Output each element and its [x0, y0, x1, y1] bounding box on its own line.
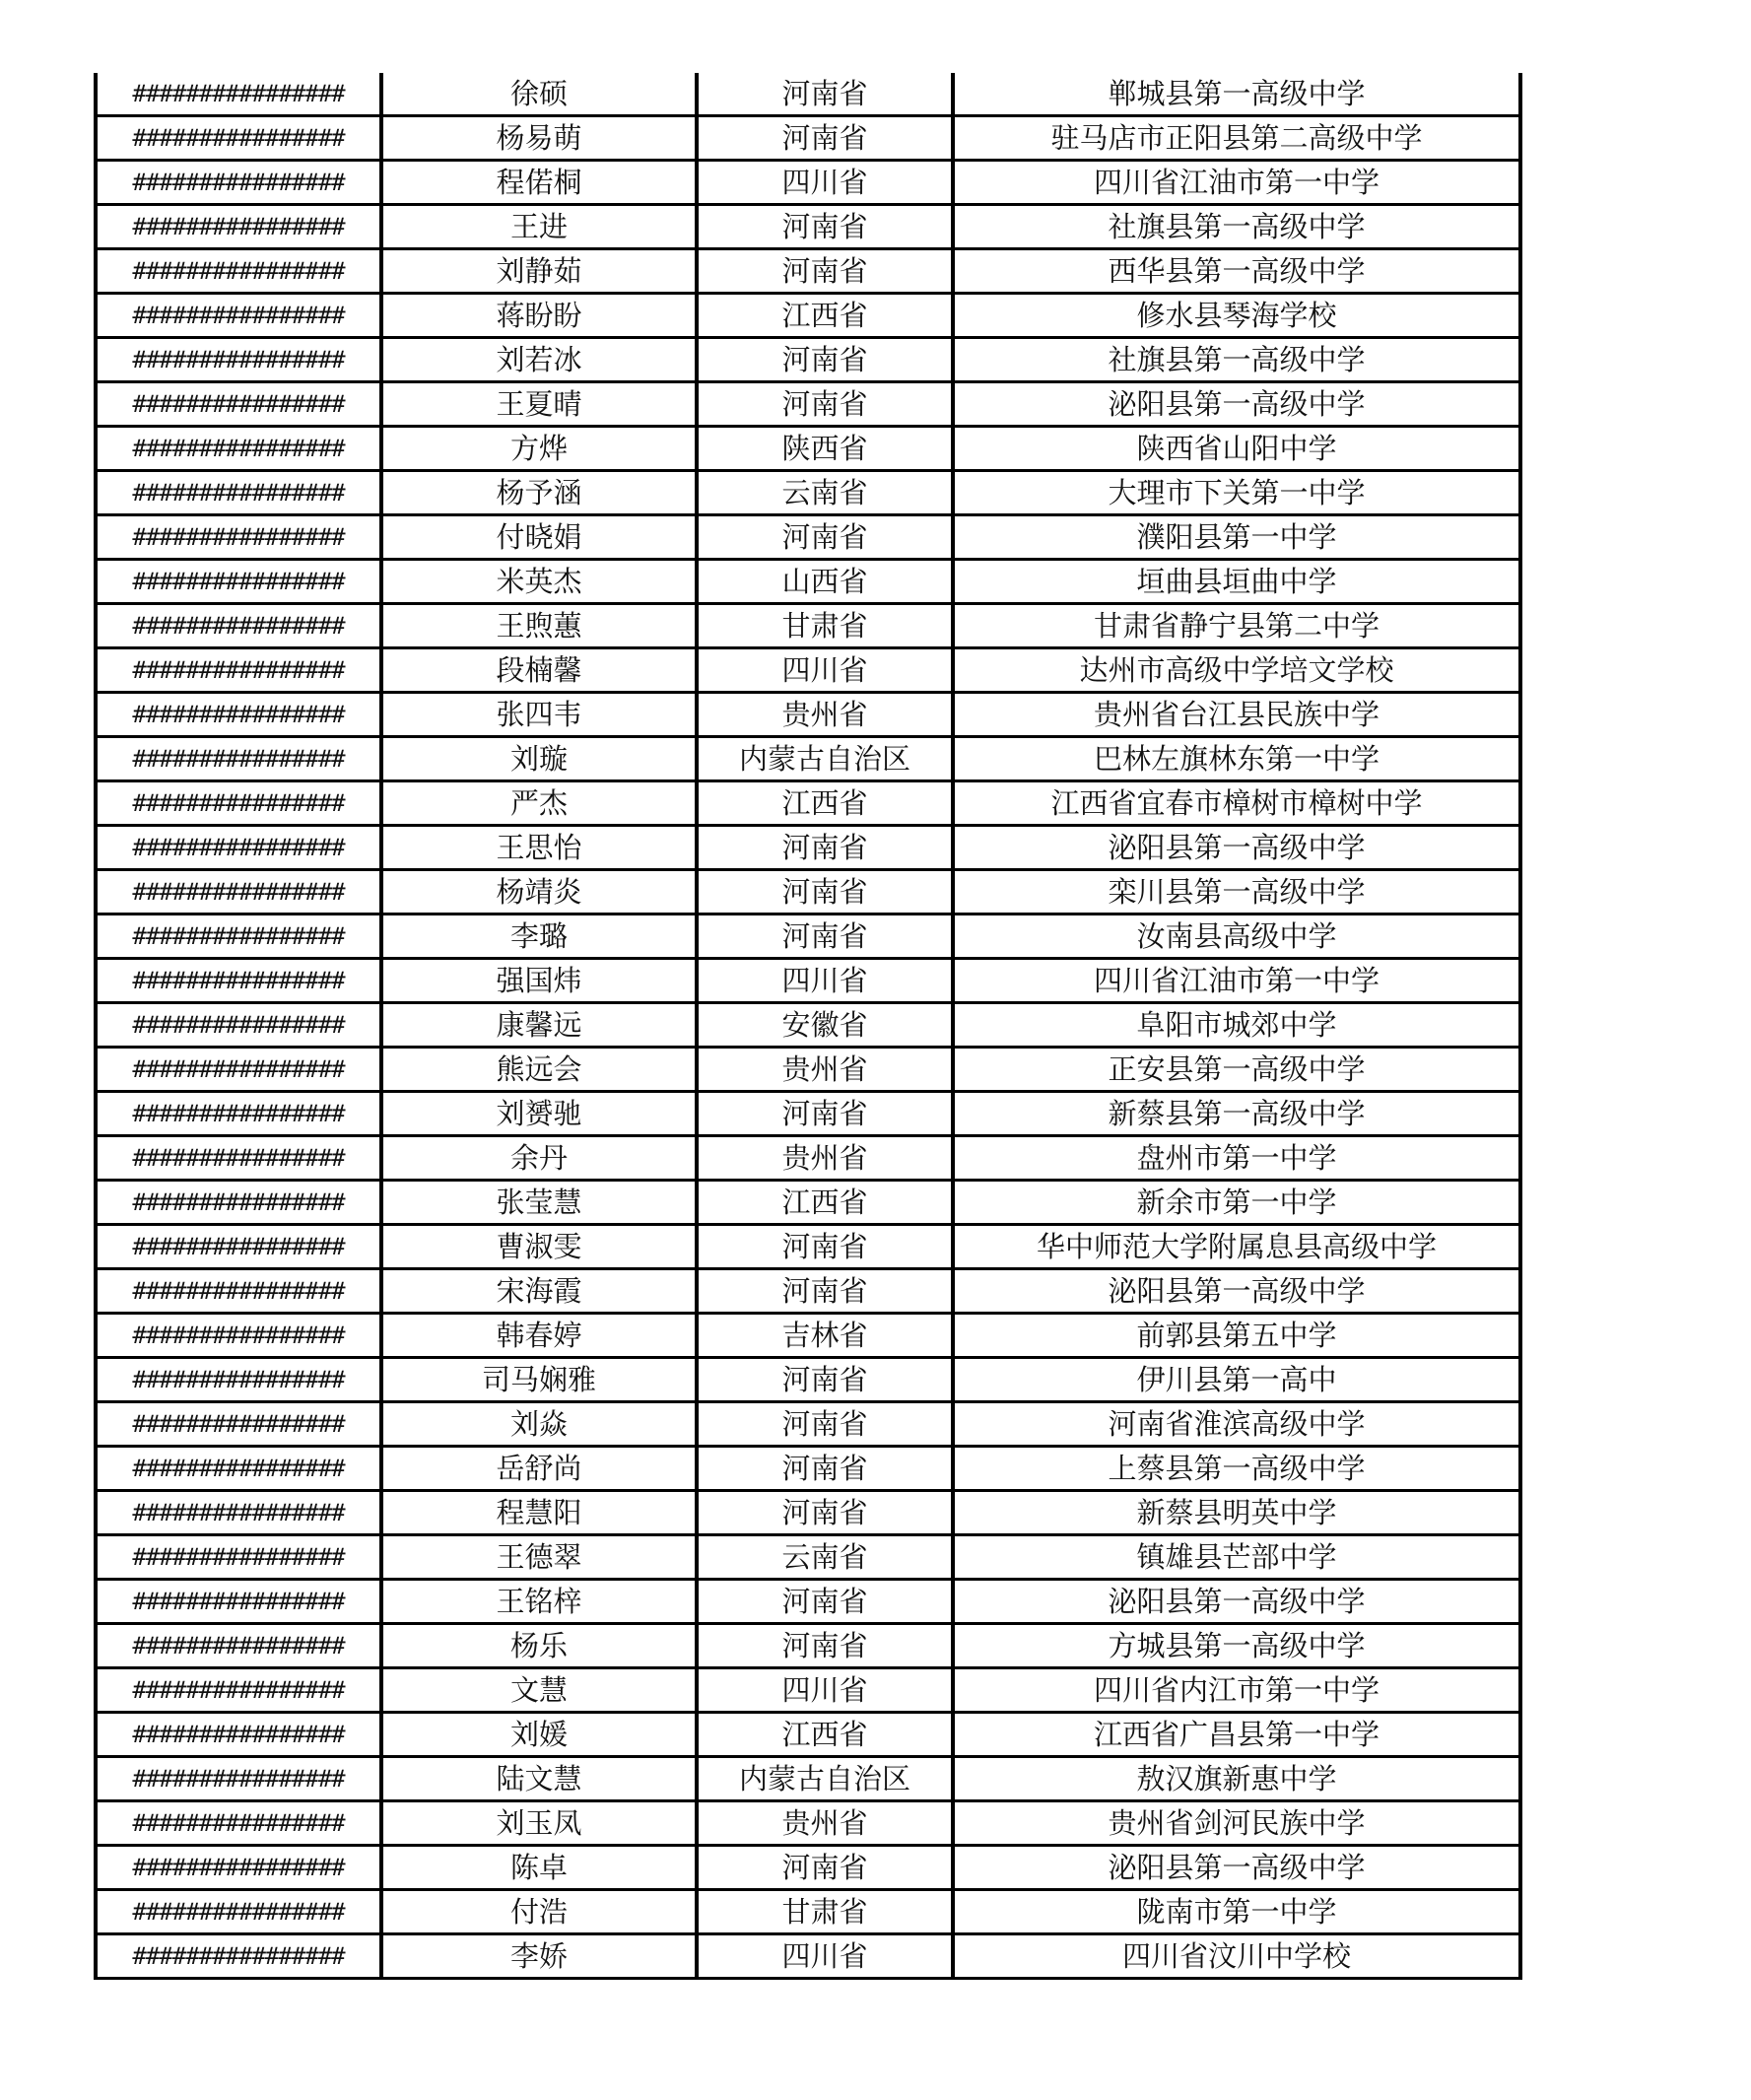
table-row	[96, 1447, 1520, 1491]
name-cell: 程慧阳	[381, 1491, 697, 1535]
table-row	[96, 1491, 1520, 1535]
table-row	[96, 1535, 1520, 1580]
id-cell: ################	[96, 1358, 381, 1402]
id-cell: ################	[96, 471, 381, 515]
table-row	[96, 915, 1520, 959]
name-cell: 刘静茹	[381, 249, 697, 294]
name-cell: 韩春婷	[381, 1314, 697, 1358]
table-row	[96, 515, 1520, 560]
province-cell: 甘肃省	[697, 604, 953, 648]
table-row	[96, 1846, 1520, 1890]
province-cell: 陕西省	[697, 427, 953, 471]
province-cell: 云南省	[697, 471, 953, 515]
table-row	[96, 294, 1520, 338]
school-cell: 栾川县第一高级中学	[953, 870, 1520, 915]
school-cell: 贵州省台江县民族中学	[953, 693, 1520, 737]
school-cell: 正安县第一高级中学	[953, 1048, 1520, 1092]
province-cell: 江西省	[697, 781, 953, 826]
id-cell: ################	[96, 427, 381, 471]
id-cell: ################	[96, 1801, 381, 1846]
school-cell: 贵州省剑河民族中学	[953, 1801, 1520, 1846]
id-cell: ################	[96, 338, 381, 382]
province-cell: 河南省	[697, 870, 953, 915]
province-cell: 江西省	[697, 1181, 953, 1225]
province-cell: 河南省	[697, 1580, 953, 1624]
province-cell: 河南省	[697, 1624, 953, 1668]
table-row	[96, 116, 1520, 161]
table-row	[96, 249, 1520, 294]
school-cell: 四川省江油市第一中学	[953, 959, 1520, 1003]
school-cell: 驻马店市正阳县第二高级中学	[953, 116, 1520, 161]
id-cell: ################	[96, 1757, 381, 1801]
school-cell: 新余市第一中学	[953, 1181, 1520, 1225]
school-cell: 陕西省山阳中学	[953, 427, 1520, 471]
school-cell: 巴林左旗林东第一中学	[953, 737, 1520, 781]
school-cell: 大理市下关第一中学	[953, 471, 1520, 515]
name-cell: 刘玉凤	[381, 1801, 697, 1846]
table-row	[96, 781, 1520, 826]
province-cell: 内蒙古自治区	[697, 737, 953, 781]
table-row	[96, 427, 1520, 471]
id-cell: ################	[96, 1447, 381, 1491]
id-cell: ################	[96, 1092, 381, 1136]
table-row	[96, 870, 1520, 915]
name-cell: 杨予涵	[381, 471, 697, 515]
school-cell: 伊川县第一高中	[953, 1358, 1520, 1402]
school-cell: 濮阳县第一中学	[953, 515, 1520, 560]
school-cell: 阜阳市城郊中学	[953, 1003, 1520, 1048]
table-row	[96, 1668, 1520, 1713]
id-cell: ################	[96, 1269, 381, 1314]
school-cell: 前郭县第五中学	[953, 1314, 1520, 1358]
id-cell: ################	[96, 959, 381, 1003]
name-cell: 熊远会	[381, 1048, 697, 1092]
id-cell: ################	[96, 249, 381, 294]
province-cell: 吉林省	[697, 1314, 953, 1358]
table-row	[96, 1402, 1520, 1447]
table-row	[96, 1624, 1520, 1668]
id-cell: ################	[96, 648, 381, 693]
id-cell: ################	[96, 1402, 381, 1447]
name-cell: 杨靖炎	[381, 870, 697, 915]
school-cell: 社旗县第一高级中学	[953, 205, 1520, 249]
province-cell: 内蒙古自治区	[697, 1757, 953, 1801]
id-cell: ################	[96, 116, 381, 161]
id-cell: ################	[96, 737, 381, 781]
name-cell: 严杰	[381, 781, 697, 826]
school-cell: 四川省内江市第一中学	[953, 1668, 1520, 1713]
id-cell: ################	[96, 1225, 381, 1269]
id-cell: ################	[96, 205, 381, 249]
id-cell: ################	[96, 1713, 381, 1757]
id-cell: ################	[96, 1934, 381, 1979]
province-cell: 河南省	[697, 1225, 953, 1269]
name-cell: 刘璇	[381, 737, 697, 781]
school-cell: 泌阳县第一高级中学	[953, 1580, 1520, 1624]
id-cell: ################	[96, 1890, 381, 1934]
province-cell: 四川省	[697, 1668, 953, 1713]
id-cell: ################	[96, 560, 381, 604]
id-cell: ################	[96, 1624, 381, 1668]
student-list-table	[94, 73, 1522, 1980]
name-cell: 蒋盼盼	[381, 294, 697, 338]
id-cell: ################	[96, 604, 381, 648]
name-cell: 岳舒尚	[381, 1447, 697, 1491]
name-cell: 陈卓	[381, 1846, 697, 1890]
province-cell: 河南省	[697, 1269, 953, 1314]
school-cell: 新蔡县明英中学	[953, 1491, 1520, 1535]
name-cell: 李璐	[381, 915, 697, 959]
name-cell: 刘赟驰	[381, 1092, 697, 1136]
name-cell: 曹淑雯	[381, 1225, 697, 1269]
school-cell: 郸城县第一高级中学	[953, 73, 1520, 116]
table-row	[96, 161, 1520, 205]
name-cell: 杨乐	[381, 1624, 697, 1668]
school-cell: 四川省江油市第一中学	[953, 161, 1520, 205]
province-cell: 河南省	[697, 1846, 953, 1890]
school-cell: 垣曲县垣曲中学	[953, 560, 1520, 604]
name-cell: 刘媛	[381, 1713, 697, 1757]
province-cell: 山西省	[697, 560, 953, 604]
name-cell: 张四韦	[381, 693, 697, 737]
school-cell: 泌阳县第一高级中学	[953, 826, 1520, 870]
province-cell: 河南省	[697, 205, 953, 249]
id-cell: ################	[96, 294, 381, 338]
name-cell: 王思怡	[381, 826, 697, 870]
table-row	[96, 648, 1520, 693]
school-cell: 河南省淮滨高级中学	[953, 1402, 1520, 1447]
table-row	[96, 1934, 1520, 1979]
school-cell: 陇南市第一中学	[953, 1890, 1520, 1934]
province-cell: 贵州省	[697, 693, 953, 737]
id-cell: ################	[96, 781, 381, 826]
province-cell: 四川省	[697, 1934, 953, 1979]
province-cell: 四川省	[697, 648, 953, 693]
table-body	[96, 73, 1520, 1979]
province-cell: 河南省	[697, 116, 953, 161]
school-cell: 盘州市第一中学	[953, 1136, 1520, 1181]
school-cell: 方城县第一高级中学	[953, 1624, 1520, 1668]
name-cell: 文慧	[381, 1668, 697, 1713]
province-cell: 河南省	[697, 382, 953, 427]
name-cell: 段楠馨	[381, 648, 697, 693]
province-cell: 贵州省	[697, 1048, 953, 1092]
table-row	[96, 338, 1520, 382]
province-cell: 河南省	[697, 826, 953, 870]
province-cell: 河南省	[697, 1447, 953, 1491]
school-cell: 达州市高级中学培文学校	[953, 648, 1520, 693]
school-cell: 江西省广昌县第一中学	[953, 1713, 1520, 1757]
table-row	[96, 1136, 1520, 1181]
province-cell: 河南省	[697, 249, 953, 294]
id-cell: ################	[96, 1491, 381, 1535]
school-cell: 甘肃省静宁县第二中学	[953, 604, 1520, 648]
name-cell: 王煦蕙	[381, 604, 697, 648]
school-cell: 修水县琴海学校	[953, 294, 1520, 338]
school-cell: 镇雄县芒部中学	[953, 1535, 1520, 1580]
table-row	[96, 1757, 1520, 1801]
id-cell: ################	[96, 915, 381, 959]
province-cell: 云南省	[697, 1535, 953, 1580]
id-cell: ################	[96, 1181, 381, 1225]
school-cell: 西华县第一高级中学	[953, 249, 1520, 294]
table-row	[96, 1225, 1520, 1269]
id-cell: ################	[96, 515, 381, 560]
table-row	[96, 1358, 1520, 1402]
table-row	[96, 1048, 1520, 1092]
table-row	[96, 1713, 1520, 1757]
name-cell: 余丹	[381, 1136, 697, 1181]
school-cell: 四川省汶川中学校	[953, 1934, 1520, 1979]
province-cell: 河南省	[697, 1358, 953, 1402]
school-cell: 泌阳县第一高级中学	[953, 1846, 1520, 1890]
school-cell: 敖汉旗新惠中学	[953, 1757, 1520, 1801]
province-cell: 甘肃省	[697, 1890, 953, 1934]
name-cell: 付晓娟	[381, 515, 697, 560]
name-cell: 程偌桐	[381, 161, 697, 205]
school-cell: 泌阳县第一高级中学	[953, 382, 1520, 427]
table-row	[96, 1580, 1520, 1624]
province-cell: 江西省	[697, 294, 953, 338]
name-cell: 强国炜	[381, 959, 697, 1003]
id-cell: ################	[96, 1003, 381, 1048]
name-cell: 王德翠	[381, 1535, 697, 1580]
table-row	[96, 604, 1520, 648]
province-cell: 河南省	[697, 1402, 953, 1447]
table-row	[96, 73, 1520, 116]
name-cell: 刘若冰	[381, 338, 697, 382]
table-row	[96, 1801, 1520, 1846]
id-cell: ################	[96, 693, 381, 737]
table-row	[96, 1092, 1520, 1136]
table-row	[96, 560, 1520, 604]
table-row	[96, 1890, 1520, 1934]
id-cell: ################	[96, 1580, 381, 1624]
id-cell: ################	[96, 382, 381, 427]
name-cell: 李娇	[381, 1934, 697, 1979]
province-cell: 江西省	[697, 1713, 953, 1757]
id-cell: ################	[96, 73, 381, 116]
table-row	[96, 205, 1520, 249]
name-cell: 杨易萌	[381, 116, 697, 161]
table-row	[96, 1269, 1520, 1314]
name-cell: 康馨远	[381, 1003, 697, 1048]
province-cell: 四川省	[697, 959, 953, 1003]
table-row	[96, 959, 1520, 1003]
province-cell: 河南省	[697, 515, 953, 560]
table-row	[96, 1181, 1520, 1225]
school-cell: 上蔡县第一高级中学	[953, 1447, 1520, 1491]
school-cell: 新蔡县第一高级中学	[953, 1092, 1520, 1136]
table-row	[96, 826, 1520, 870]
table-row	[96, 1314, 1520, 1358]
name-cell: 米英杰	[381, 560, 697, 604]
province-cell: 河南省	[697, 73, 953, 116]
name-cell: 方烨	[381, 427, 697, 471]
id-cell: ################	[96, 1535, 381, 1580]
name-cell: 王进	[381, 205, 697, 249]
name-cell: 司马娴雅	[381, 1358, 697, 1402]
province-cell: 安徽省	[697, 1003, 953, 1048]
school-cell: 华中师范大学附属息县高级中学	[953, 1225, 1520, 1269]
province-cell: 河南省	[697, 1092, 953, 1136]
name-cell: 刘焱	[381, 1402, 697, 1447]
province-cell: 贵州省	[697, 1136, 953, 1181]
name-cell: 付浩	[381, 1890, 697, 1934]
province-cell: 河南省	[697, 1491, 953, 1535]
id-cell: ################	[96, 1314, 381, 1358]
name-cell: 王铭梓	[381, 1580, 697, 1624]
school-cell: 江西省宜春市樟树市樟树中学	[953, 781, 1520, 826]
id-cell: ################	[96, 1136, 381, 1181]
id-cell: ################	[96, 826, 381, 870]
id-cell: ################	[96, 1668, 381, 1713]
id-cell: ################	[96, 161, 381, 205]
name-cell: 张莹慧	[381, 1181, 697, 1225]
school-cell: 汝南县高级中学	[953, 915, 1520, 959]
province-cell: 贵州省	[697, 1801, 953, 1846]
province-cell: 四川省	[697, 161, 953, 205]
province-cell: 河南省	[697, 338, 953, 382]
name-cell: 宋海霞	[381, 1269, 697, 1314]
school-cell: 泌阳县第一高级中学	[953, 1269, 1520, 1314]
name-cell: 徐硕	[381, 73, 697, 116]
name-cell: 王夏晴	[381, 382, 697, 427]
table-row	[96, 737, 1520, 781]
table-row	[96, 1003, 1520, 1048]
table-row	[96, 471, 1520, 515]
id-cell: ################	[96, 1846, 381, 1890]
province-cell: 河南省	[697, 915, 953, 959]
school-cell: 社旗县第一高级中学	[953, 338, 1520, 382]
table-row	[96, 382, 1520, 427]
id-cell: ################	[96, 1048, 381, 1092]
id-cell: ################	[96, 870, 381, 915]
table-row	[96, 693, 1520, 737]
name-cell: 陆文慧	[381, 1757, 697, 1801]
